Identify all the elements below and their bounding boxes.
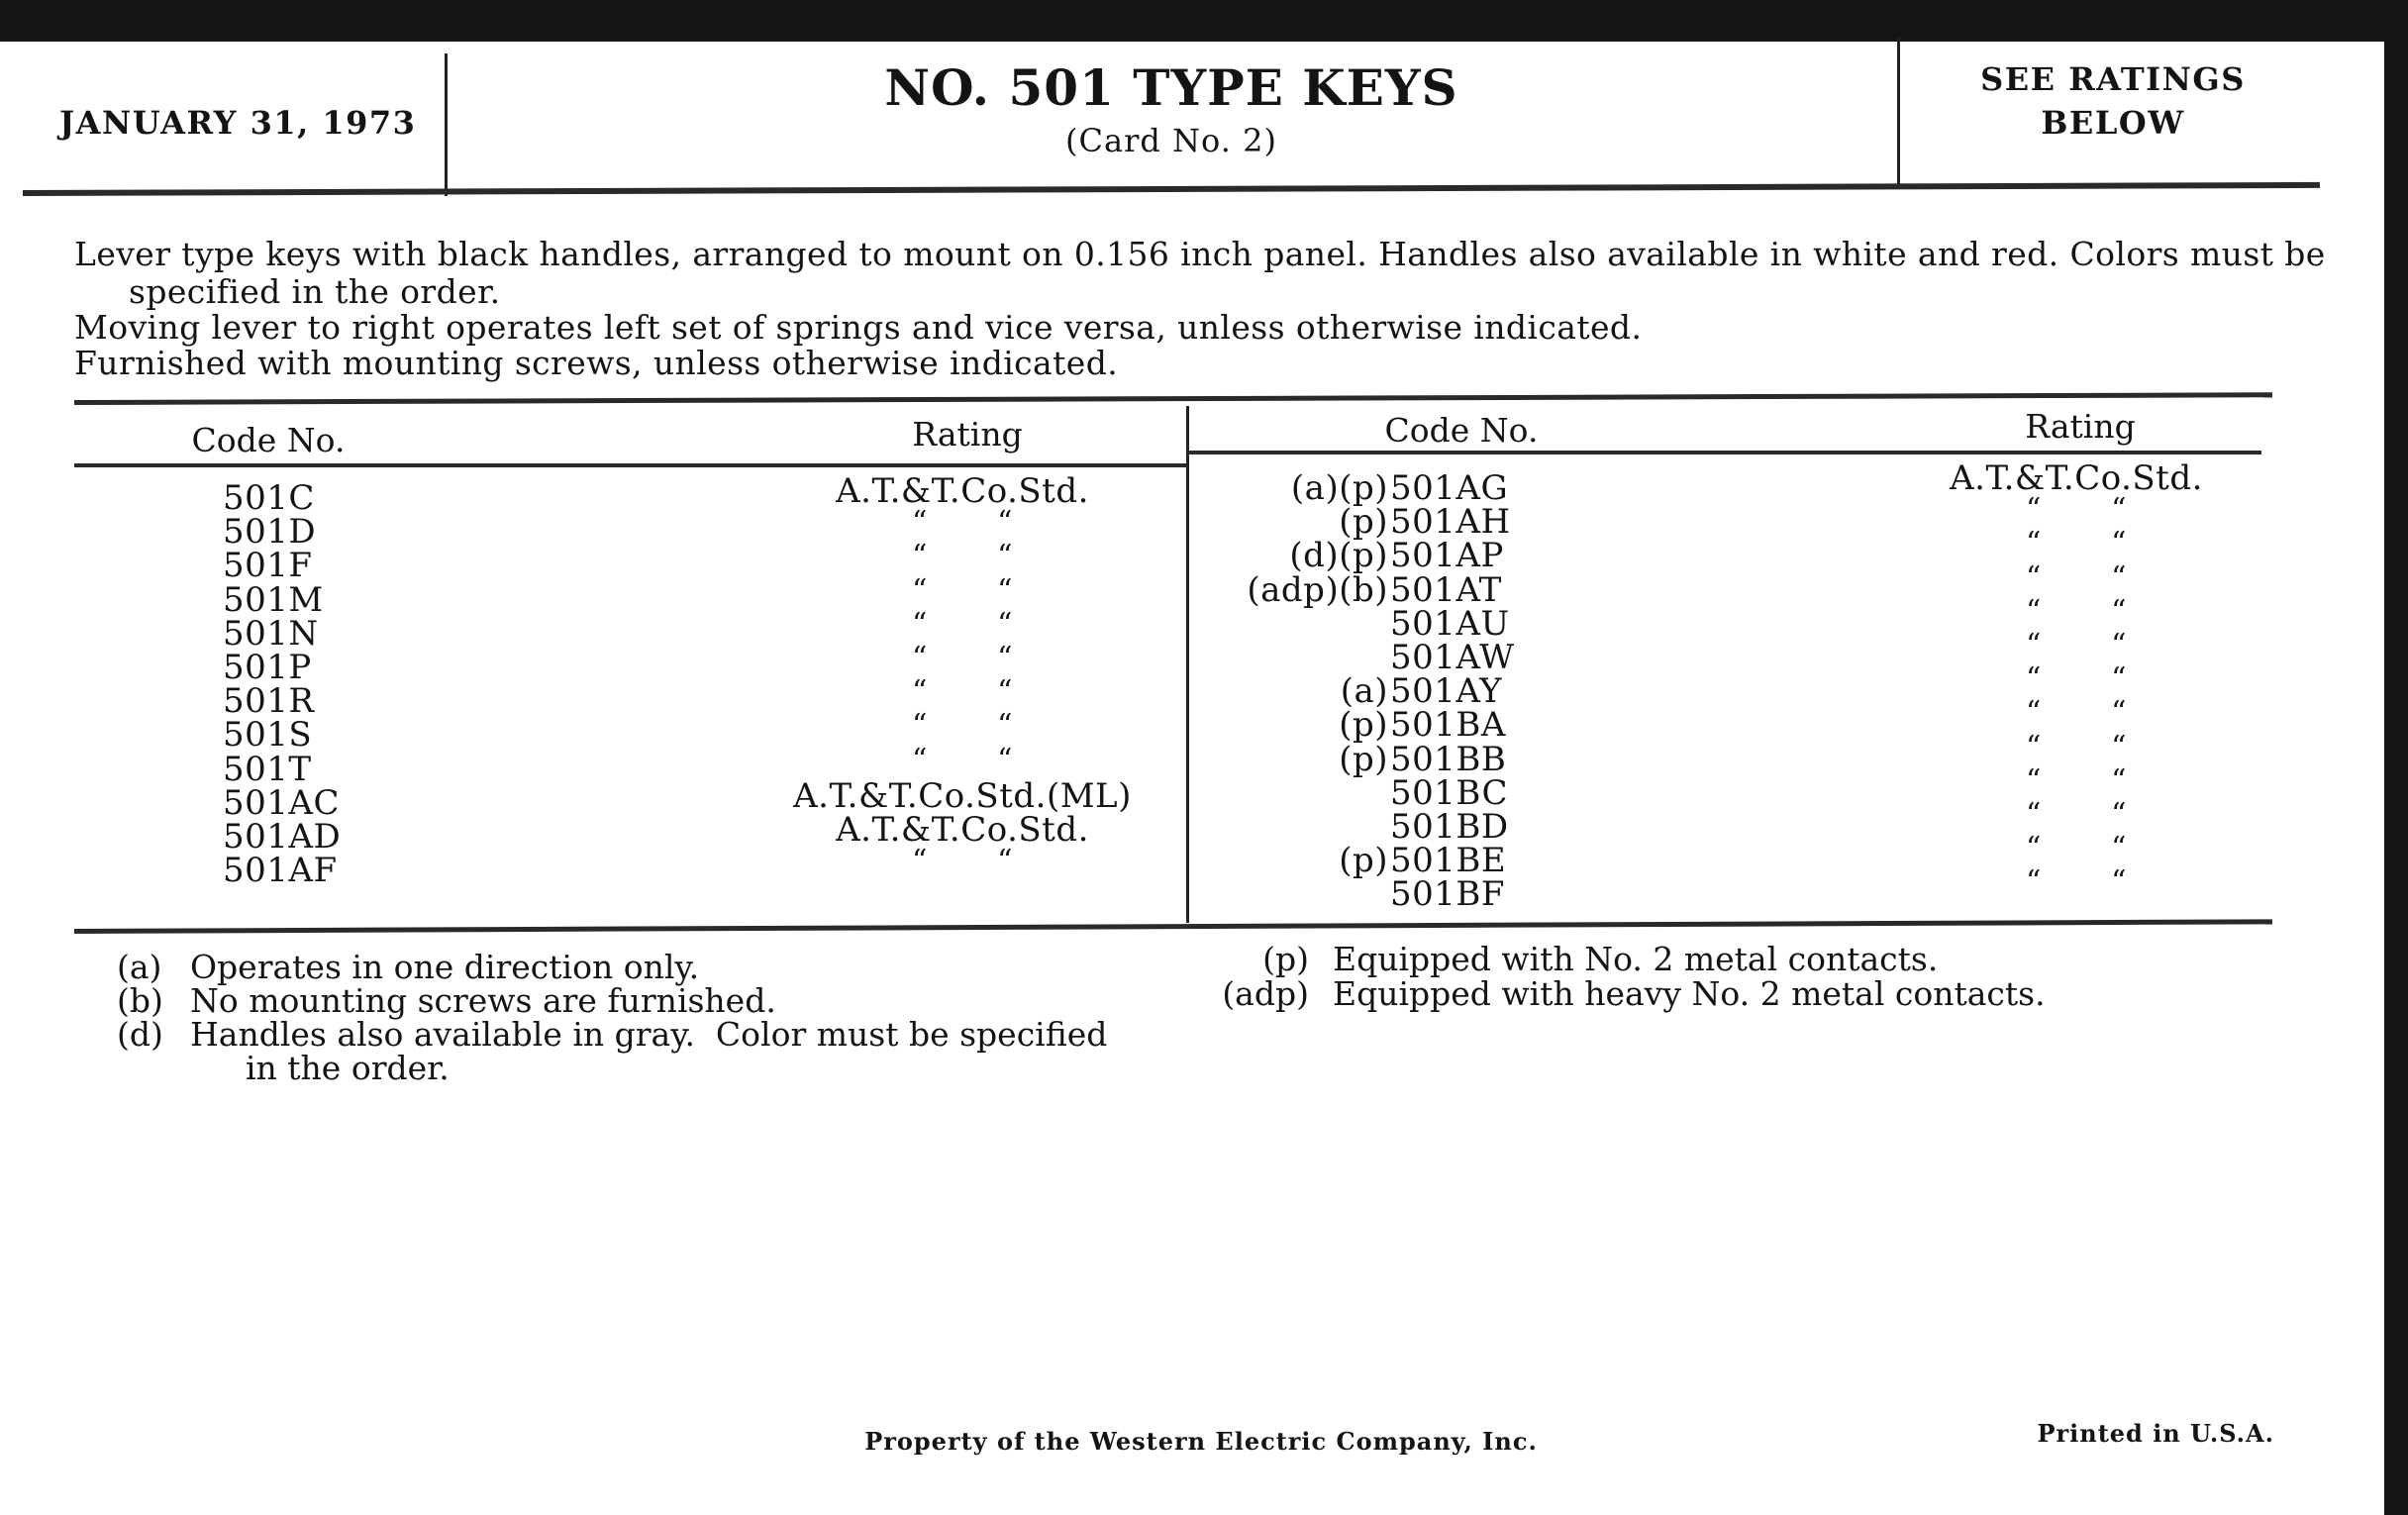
footnote-text: Operates in one direction only. bbox=[190, 948, 700, 986]
rating: “ “ bbox=[2026, 628, 2127, 662]
code-number: 501BA bbox=[1390, 705, 1506, 746]
rating: “ “ bbox=[912, 708, 1013, 744]
rating: “ “ bbox=[912, 572, 1013, 608]
rating: “ “ bbox=[2026, 797, 2127, 832]
left-header-rule bbox=[74, 463, 1187, 467]
footnote-d-cont: in the order. bbox=[246, 1049, 450, 1087]
code-number: 501AF bbox=[223, 851, 338, 891]
intro-line-3: Furnished with mounting screws, unless otherwise indicated. bbox=[74, 344, 1119, 382]
code-number: 501AT bbox=[1390, 569, 1502, 610]
rating: A.T.&T.Co.Std. bbox=[836, 471, 1089, 511]
code-number: 501BF bbox=[1390, 874, 1505, 915]
rating: “ “ bbox=[912, 505, 1013, 541]
code-number: 501S bbox=[223, 715, 313, 756]
rating: “ “ bbox=[912, 674, 1013, 710]
table-bottom-rule bbox=[74, 919, 2272, 934]
footnote-label: (p) bbox=[1262, 940, 1309, 978]
code-prefix: (a)(p) bbox=[1290, 468, 1388, 508]
code-number: 501BE bbox=[1390, 841, 1507, 881]
footnote-label: (b) bbox=[117, 981, 163, 1020]
code-prefix: (p) bbox=[1339, 502, 1388, 543]
code-number: 501BD bbox=[1390, 807, 1509, 847]
card-number: (Card No. 2) bbox=[1065, 122, 1277, 159]
code-number: 501T bbox=[223, 749, 312, 789]
footnote-text: Equipped with heavy No. 2 metal contacts. bbox=[1333, 974, 2046, 1013]
code-prefix: (a) bbox=[1340, 671, 1388, 712]
footnote-text: Equipped with No. 2 metal contacts. bbox=[1333, 940, 1939, 978]
code-prefix: (adp)(b) bbox=[1247, 569, 1388, 610]
rating: A.T.&T.Co.Std. bbox=[836, 810, 1089, 850]
card-date: JANUARY 31, 1973 bbox=[59, 104, 417, 142]
rating: “ “ bbox=[912, 539, 1013, 574]
printed-notice: Printed in U.S.A. bbox=[2037, 1419, 2274, 1448]
right-header-code: Code No. bbox=[1384, 411, 1539, 450]
rating: A.T.&T.Co.Std.(ML) bbox=[793, 775, 1132, 816]
code-number: 501BB bbox=[1390, 739, 1507, 779]
ratings-note-line1: SEE RATINGS bbox=[1980, 60, 2246, 98]
table-top-rule bbox=[74, 392, 2272, 405]
intro-line-1-cont: specified in the order. bbox=[129, 272, 501, 311]
code-prefix: (p) bbox=[1339, 841, 1388, 881]
rating: “ “ bbox=[2026, 526, 2127, 561]
footnote-label: (a) bbox=[117, 948, 162, 986]
code-number: 501AH bbox=[1390, 502, 1511, 543]
code-number: 501AD bbox=[223, 817, 342, 857]
code-prefix: (p) bbox=[1339, 705, 1388, 746]
left-header-rating: Rating bbox=[912, 415, 1023, 454]
rating: “ “ bbox=[2026, 864, 2127, 900]
code-number: 501P bbox=[223, 648, 312, 687]
rating: “ “ bbox=[912, 641, 1013, 675]
header-divider-right bbox=[1897, 38, 1900, 186]
rating: “ “ bbox=[2026, 831, 2127, 866]
code-prefix: (p) bbox=[1339, 739, 1388, 779]
rating: “ “ bbox=[912, 606, 1013, 642]
header-rule bbox=[23, 182, 2320, 196]
rating: “ “ bbox=[912, 844, 1013, 879]
rating: “ “ bbox=[912, 742, 1013, 777]
code-number: 501AU bbox=[1390, 603, 1510, 644]
code-number: 501AG bbox=[1390, 468, 1509, 508]
code-number: 501R bbox=[223, 681, 315, 722]
header-divider-left bbox=[445, 53, 448, 196]
intro-line-1: Lever type keys with black handles, arranged to mount on 0.156 inch panel. Handles also available in white and red. Colors must be bbox=[74, 235, 2326, 273]
rating: “ “ bbox=[2026, 661, 2127, 697]
code-number: 501AW bbox=[1390, 638, 1515, 677]
code-number: 501F bbox=[223, 546, 313, 586]
footnote-text: Handles also available in gray. Color must be specified bbox=[190, 1015, 1108, 1054]
scan-border-right bbox=[2384, 0, 2408, 1515]
code-number: 501D bbox=[223, 512, 317, 553]
code-number: 501AP bbox=[1390, 536, 1504, 576]
left-header-code: Code No. bbox=[191, 421, 346, 459]
ratings-note-line2: BELOW bbox=[2041, 104, 2185, 142]
right-header-rating: Rating bbox=[2025, 407, 2136, 446]
rating: “ “ bbox=[2026, 559, 2127, 595]
rating: A.T.&T.Co.Std. bbox=[1950, 458, 2203, 498]
property-notice: Property of the Western Electric Company, Inc. bbox=[864, 1427, 1538, 1456]
code-number: 501AY bbox=[1390, 671, 1503, 712]
right-header-rule bbox=[1187, 451, 2261, 454]
footnote-label: (d) bbox=[117, 1015, 163, 1054]
code-number: 501C bbox=[223, 478, 315, 518]
code-number: 501N bbox=[223, 613, 319, 654]
code-number: 501M bbox=[223, 579, 324, 620]
rating: “ “ bbox=[2026, 593, 2127, 629]
rating: “ “ bbox=[2026, 695, 2127, 731]
page-title: NO. 501 TYPE KEYS bbox=[884, 58, 1458, 117]
scan-border-top bbox=[0, 0, 2408, 42]
footnote-label: (adp) bbox=[1222, 974, 1309, 1013]
footnote-text: No mounting screws are furnished. bbox=[190, 981, 776, 1020]
rating: “ “ bbox=[2026, 762, 2127, 798]
rating: “ “ bbox=[2026, 729, 2127, 764]
code-number: 501BC bbox=[1390, 772, 1509, 813]
intro-line-2: Moving lever to right operates left set of springs and vice versa, unless otherwise indicated. bbox=[74, 308, 1643, 347]
code-number: 501AC bbox=[223, 782, 340, 823]
code-prefix: (d)(p) bbox=[1289, 536, 1388, 576]
table-column-divider bbox=[1186, 406, 1189, 923]
rating: “ “ bbox=[2026, 492, 2127, 528]
